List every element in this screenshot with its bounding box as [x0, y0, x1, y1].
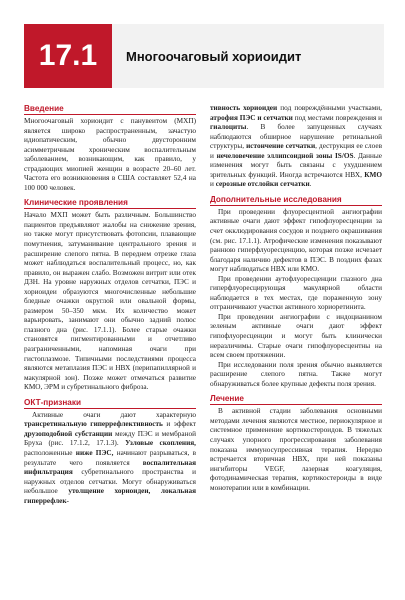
oct-continued-paragraph: тивность хориоидеи под повреждёнными участками, атрофия ПЭС и сетчатки под местами повреждения и гиалоциты. В более запущенных случаях наблюдаются обширное нарушение ретинальной структуры, истончение сетчатки, деструкция ее слоев и нечеловечение эллипсоидной зоны IS/OS. Данные изменения могут быть связаны с ухудшением зрительных функций. Иногда встречаются НВХ, КМО и серозные отслойки сетчатки. — [210, 104, 383, 189]
intro-paragraph: Многоочаговый хориоидит с панувеитом (МХП) является широко распространенным, зачастую идиопатическим, обычно двусторонним асимметричным хроническим воспалительным заболеванием, возникающим, как правило, у страдающих миопией женщин в возрасте 20–60 лет. Частота его возникновения в США составляет 52,4 на 100 000 человек. — [24, 117, 196, 192]
section-heading-additional: Дополнительные исследования — [210, 195, 382, 206]
chapter-title: Многоочаговый хориоидит — [126, 48, 302, 64]
section-heading-clinical: Клинические проявления — [24, 198, 196, 209]
additional-paragraph-2: При проведении аутофлуоресценции глазного дна гиперфлуоресцирующая макулярной области наблюдается в тех местах, где пораженную зону отграничивают участки активного хориоретинита. — [210, 274, 382, 312]
clinical-paragraph: Начало МХП может быть различным. Большинство пациентов предъявляют жалобы на снижение зрения, но также могут присутствовать фотопсии, плавающие помутнения, затуманивание центрального зрения и расширение слепого пятна. В переднем отрезке глаза может наблюдаться воспалительный процесс, но, как правило, он выражен слабо. Возможен витрит или отек ДЗН. На уровне наружных отделов сетчатки, ПЭС и хориоидеи образуются многочисленные небольшие бледные очажки округлой или овальной формы, размером 50–350 мкм. Их количество может варьировать, занимают они обычно задний полюс глазного дна (рис. 17.1.1). Более старые очажки становятся пигментированными и отчетливо разграниченными, напоминая очаги при гистоплазмозе. Типичными последствиями процесса являются метаплазия ПЭС и НВХ (перипапиллярной и макулярной зон). Позже может отмечаться развитие КМО, ЭРМ и субретинального фиброза. — [24, 211, 196, 392]
additional-paragraph-4: При исследовании поля зрения обычно выявляется расширение слепого пятна. Также могут обнаруживаться более крупные дефекты поля зрения. — [210, 360, 382, 388]
chapter-header — [24, 24, 384, 88]
section-heading-intro: Введение — [24, 104, 196, 115]
oct-paragraph: Активные очаги дают характерную трансретинальную гиперрефлективность и эффект друзоподобной субстанции между ПЭС и мембраной Бруха (рис. 17.1.2, 17.1.3). Узловые скопления, расположенные ниже ПЭС, начинают разрываться, в результате чего появляется воспалительная инфильтрация субретинального пространства и наружных отделов сетчатки. Могут обнаруживаться небольшое утолщение хориоидеи, локальная гиперрефлек- — [24, 410, 197, 505]
additional-paragraph-3: При проведении ангиографии с индоцианином зеленым активные очаги дают эффект гипофлуоресценции и могут быть клинически неразличимы. Старые очаги гипофлуоресцентны на всем своем протяжении. — [210, 312, 382, 360]
left-column — [24, 104, 196, 506]
chapter-number: 17.1 — [24, 24, 112, 88]
treatment-paragraph: В активной стадии заболевания основными методами лечения являются местное, периокулярное и системное применение кортикостероидов. В тяжелых случаях упорного прогрессирования заболевания показана иммуносупрессивная терапия. Нередко встречается вторичная НВХ, при ней показаны ингибиторы VEGF, лазерная коагуляция, фотодинамическая терапия, кортикостероиды в виде монотерапии или в комбинации. — [210, 407, 382, 492]
right-column — [210, 104, 382, 493]
additional-paragraph-1: При проведении флуоресцентной ангиографии активные очаги дают эффект гипофлуоресценции за счет окклюдирования сосудов и позднего окрашивания (см. рис. 17.1.1). Атрофические изменения показывают раннюю гиперфлуоресценцию, которая позже исчезает благодаря наличию дефектов в ПЭС. В поздних фазах могут наблюдаться НВХ или КМО. — [210, 207, 382, 274]
section-heading-treatment: Лечение — [210, 394, 382, 405]
section-heading-oct: ОКТ-признаки — [24, 398, 196, 409]
